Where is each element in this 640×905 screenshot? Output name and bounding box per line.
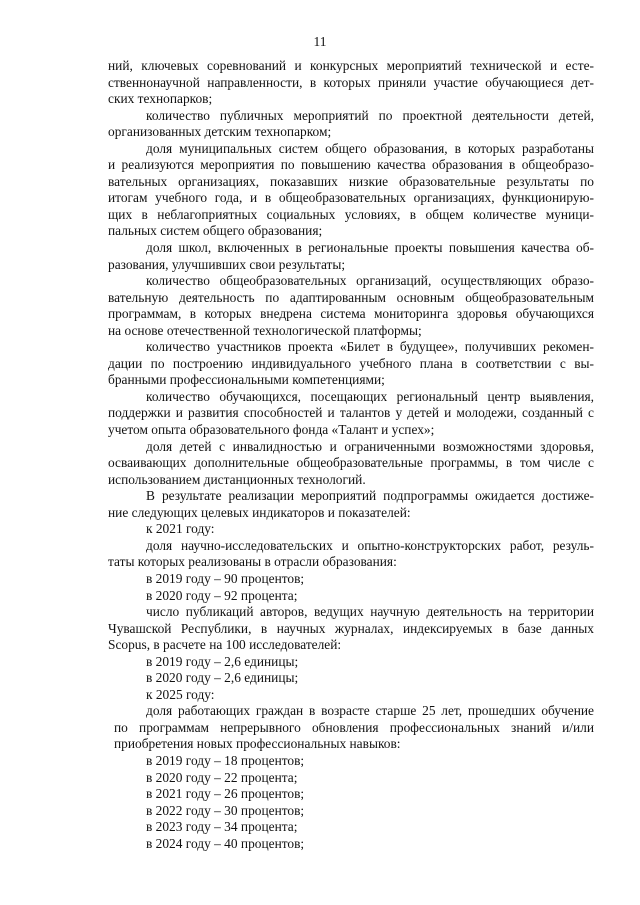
text-line: приобретения новых профессиональных навыков: xyxy=(114,736,401,752)
text-line: в 2019 году – 18 процентов; xyxy=(146,752,305,768)
text-line: ственнонаучной направленности, в которых приняли участие обучающиеся дет- xyxy=(108,74,594,90)
text-line: щих в неблагоприятных социальных условиях, в общем количестве муници- xyxy=(108,206,594,222)
text-line: осваивающих дополнительные общеобразовательные программы, в том числе с xyxy=(108,455,594,471)
text-line: использованием дистанционных технологий. xyxy=(108,471,366,487)
text-line: на основе отечественной технологической платформы; xyxy=(108,322,422,338)
text-line: ние следующих целевых индикаторов и показателей: xyxy=(108,504,411,520)
text-line: поддержки и развития способностей и талантов у детей и молодежи, созданный с xyxy=(108,405,594,421)
text-line: к 2021 году: xyxy=(146,521,215,537)
text-line: дации по построению индивидуального учебного плана в соответствии с вы- xyxy=(108,355,594,371)
text-line: учетом опыта образовательного фонда «Талант и успех»; xyxy=(108,422,435,438)
text-line: Чувашской Республики, в научных журналах, индексируемых в базе данных xyxy=(108,620,594,636)
text-line: разования, улучшивших свои результаты; xyxy=(108,256,346,272)
text-line: число публикаций авторов, ведущих научную деятельность на территории xyxy=(146,604,594,620)
text-line: итогам учебного года, и в общеобразовательных организациях, функционирую- xyxy=(108,190,594,206)
text-line: вательных организациях, показавших низкие образовательные результаты по xyxy=(108,173,594,189)
text-line: Scopus, в расчете на 100 исследователей: xyxy=(108,637,342,653)
text-line: доля научно-исследовательских и опытно-конструкторских работ, резуль- xyxy=(146,537,594,553)
text-line: в 2019 году – 2,6 единицы; xyxy=(146,653,299,669)
text-line: в 2022 году – 30 процентов; xyxy=(146,802,305,818)
text-line: в 2021 году – 26 процентов; xyxy=(146,786,305,802)
text-line: ний, ключевых соревнований и конкурсных мероприятий технической и есте- xyxy=(108,58,594,73)
text-line: доля детей с инвалидностью и ограниченными возможностями здоровья, xyxy=(146,438,594,454)
text-line: количество публичных мероприятий по проектной деятельности детей, xyxy=(146,107,594,123)
text-line: количество участников проекта «Билет в будущее», получивших рекомен- xyxy=(146,339,594,355)
text-line: таты которых реализованы в отрасли образования: xyxy=(108,554,397,570)
page-number: 11 xyxy=(313,34,327,49)
text-line: в 2019 году – 90 процентов; xyxy=(146,570,305,586)
text-line: доля работающих граждан в возрасте старше 25 лет, прошедших обучение xyxy=(146,703,594,719)
text-line: В результате реализации мероприятий подпрограммы ожидается достиже- xyxy=(146,488,594,504)
text-line: пальных систем общего образования; xyxy=(108,223,323,239)
text-line: организованных детским технопарком; xyxy=(108,124,332,140)
text-line: по программам непрерывного обновления профессиональных знаний и/или xyxy=(114,719,594,735)
text-line: в 2020 году – 92 процента; xyxy=(146,587,298,603)
text-line: вательную деятельность по адаптированным основным общеобразовательным xyxy=(108,289,594,305)
text-line: доля школ, включенных в региональные проекты повышения качества об- xyxy=(146,240,594,256)
text-line: к 2025 году: xyxy=(146,686,215,702)
text-line: количество обучающихся, посещающих региональный центр выявления, xyxy=(146,388,594,404)
text-line: доля муниципальных систем общего образования, в которых разработаны xyxy=(146,140,594,156)
text-line: программам, в которых внедрена система мониторинга здоровья обучающихся xyxy=(108,306,594,322)
text-line: в 2020 году – 2,6 единицы; xyxy=(146,670,299,686)
text-line: в 2024 году – 40 процентов; xyxy=(146,835,305,851)
text-line: количество общеобразовательных организаций, осуществляющих образо- xyxy=(146,273,594,289)
text-line: в 2023 году – 34 процента; xyxy=(146,819,298,835)
document-body xyxy=(108,58,594,852)
text-line: ских технопарков; xyxy=(108,91,213,107)
text-line: и реализуются мероприятия по повышению качества образования в общеобразо- xyxy=(108,157,594,173)
text-line: в 2020 году – 22 процента; xyxy=(146,769,298,785)
text-line: бранными профессиональными компетенциями; xyxy=(108,372,385,388)
